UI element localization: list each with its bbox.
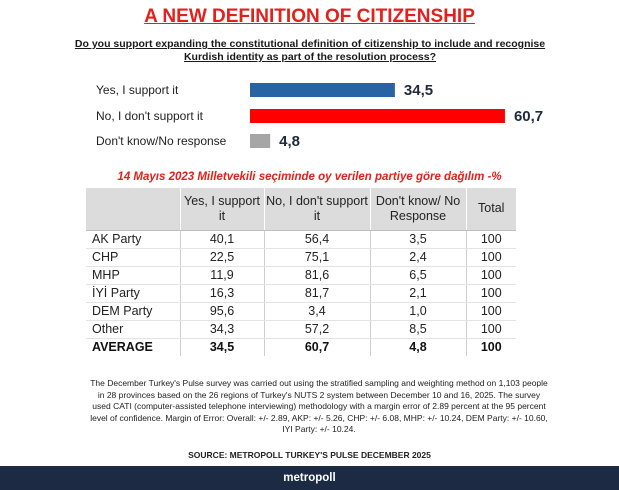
- table-header-row: [86, 188, 516, 230]
- party-name: İYİ Party: [86, 284, 180, 302]
- source-line: SOURCE: METROPOLL TURKEY'S PULSE DECEMBER 2025: [188, 450, 431, 460]
- brand-footer: metropoll: [0, 466, 619, 490]
- total-value: 100: [466, 248, 516, 266]
- total-value: 100: [466, 230, 516, 248]
- dont-know-value: 2,1: [370, 284, 466, 302]
- party-name: AK Party: [86, 230, 180, 248]
- average-total-value: 100: [466, 338, 516, 356]
- page-title: A NEW DEFINITION OF CITIZENSHIP: [144, 6, 475, 27]
- no-value: 81,7: [264, 284, 370, 302]
- dont-know-value: 6,5: [370, 266, 466, 284]
- bar-yes: [250, 83, 395, 97]
- no-value: 81,6: [264, 266, 370, 284]
- bar-label-dont-know: Don't know/No response: [96, 134, 227, 148]
- table-row: [86, 230, 516, 248]
- yes-value: 16,3: [180, 284, 264, 302]
- average-dont-know-value: 4,8: [370, 338, 466, 356]
- no-value: 3,4: [264, 302, 370, 320]
- dont-know-value: 8,5: [370, 320, 466, 338]
- yes-value: 11,9: [180, 266, 264, 284]
- total-value: 100: [466, 302, 516, 320]
- no-value: 56,4: [264, 230, 370, 248]
- table-row: [86, 248, 516, 266]
- no-value: 57,2: [264, 320, 370, 338]
- methodology-note: The December Turkey's Pulse survey was carried out using the stratified sampling and weighting method on 1,103 people in 28 provinces based on the 26 regions of Turkey's NUTS 2 system between December 10 and 16, 2025. The survey used CATI (computer-assisted telephone interviewing) methodology with a margin error of 2.89 percent at the 95 percent level of confidence. Margin of Error: Overall: +/- 2.89, AKP: +/- 5.26, CHP: +/- 6.08, MHP: +/- 10.24, DEM Party: +/- 10.60, IYI Party: +/- 10.24.: [90, 378, 548, 434]
- dont-know-value: 2,4: [370, 248, 466, 266]
- average-label: AVERAGE: [92, 339, 153, 354]
- dont-know-value: 1,0: [370, 302, 466, 320]
- average-no-value: 60,7: [264, 338, 370, 356]
- header-no: No, I don't support it: [264, 188, 370, 230]
- bar-label-no: No, I don't support it: [96, 109, 204, 123]
- table-row: [86, 266, 516, 284]
- party-name: CHP: [86, 248, 180, 266]
- party-name: Other: [86, 320, 180, 338]
- party-name: MHP: [86, 266, 180, 284]
- table-row: [86, 284, 516, 302]
- yes-value: 22,5: [180, 248, 264, 266]
- bar-label-yes: Yes, I support it: [96, 83, 179, 97]
- survey-question: Do you support expanding the constitutional definition of citizenship to include and recognise Kurdish identity as part of the resolution process?: [74, 38, 546, 63]
- total-value: 100: [466, 284, 516, 302]
- bar-value-yes: 34,5: [403, 82, 434, 99]
- header-dont-know: Don't know/ No Response: [370, 188, 466, 230]
- support-bar-chart: [0, 0, 619, 170]
- table-subtitle: 14 Mayıs 2023 Milletvekili seçiminde oy verilen partiye göre dağılım -%: [117, 171, 502, 183]
- yes-value: 95,6: [180, 302, 264, 320]
- table-row: [86, 302, 516, 320]
- bar-value-no: 60,7: [513, 108, 544, 125]
- average-row: [86, 338, 516, 356]
- table-row: [86, 320, 516, 338]
- bar-dont-know: [250, 134, 270, 148]
- total-value: 100: [466, 266, 516, 284]
- total-value: 100: [466, 320, 516, 338]
- no-value: 75,1: [264, 248, 370, 266]
- bar-no: [250, 109, 505, 123]
- party-name: DEM Party: [86, 302, 180, 320]
- header-total: Total: [466, 188, 516, 230]
- average-yes-value: 34,5: [180, 338, 264, 356]
- header-yes: Yes, I support it: [180, 188, 264, 230]
- yes-value: 40,1: [180, 230, 264, 248]
- yes-value: 34,3: [180, 320, 264, 338]
- party-breakdown-table: [86, 188, 516, 356]
- dont-know-value: 3,5: [370, 230, 466, 248]
- header-party: [86, 188, 180, 230]
- bar-value-dont-know: 4,8: [279, 133, 301, 150]
